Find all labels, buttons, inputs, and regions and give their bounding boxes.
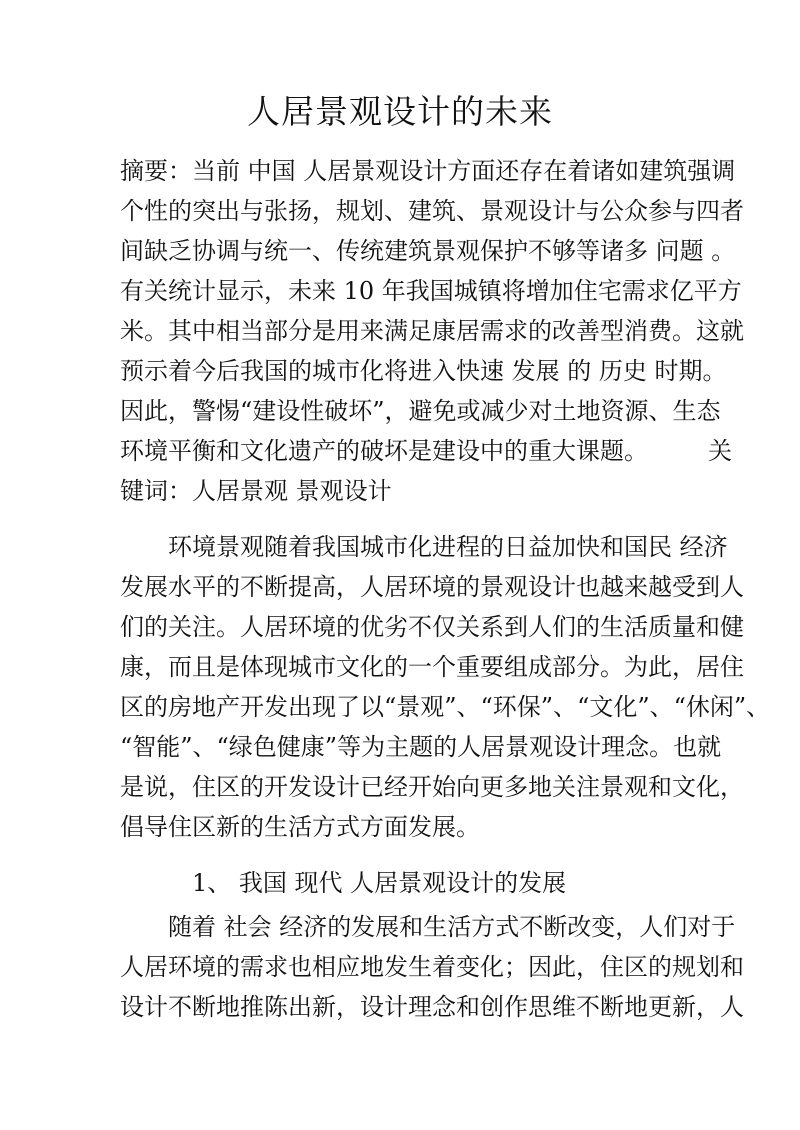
document-title: 人居景观设计的未来 <box>247 92 553 131</box>
keywords-line: 键词：人居景观 景观设计 <box>120 477 392 505</box>
text-line: 因此，警惕“建设性破坏”，避免或减少对土地资源、生态 <box>120 397 721 425</box>
text-line: 环境平衡和文化遗产的破坏是建设中的重大课题。 关 <box>120 437 732 465</box>
text-line: 环境景观随着我国城市化进程的日益加快和国民 经济 <box>120 533 728 561</box>
text-line: 随着 社会 经济的发展和生活方式不断改变，人们对于 <box>120 913 736 941</box>
text-line: 设计不断地推陈出新，设计理念和创作思维不断地更新，人 <box>120 993 744 1021</box>
text-line: 发展水平的不断提高，人居环境的景观设计也越来越受到人 <box>120 573 744 601</box>
text-line: 摘要：当前 中国 人居景观设计方面还存在着诸如建筑强调 <box>120 157 736 185</box>
text-line: 区的房地产开发出现了以“景观”、“环保”、“文化”、“休闲”、 <box>120 693 771 721</box>
text-line: 有关统计显示，未来 10 年我国城镇将增加住宅需求亿平方 <box>120 277 742 305</box>
text-line: 米。其中相当部分是用来满足康居需求的改善型消费。这就 <box>120 317 744 345</box>
text-line: 倡导住区新的生活方式方面发展。 <box>120 813 480 841</box>
section-heading: 1、 我国 现代 人居景观设计的发展 <box>120 869 567 897</box>
text-line: 个性的突出与张扬，规划、建筑、景观设计与公众参与四者 <box>120 197 744 225</box>
text-line: 预示着今后我国的城市化将进入快速 发展 的 历史 时期。 <box>120 357 727 385</box>
text-line: 间缺乏协调与统一、传统建筑景观保护不够等诸多 问题 。 <box>120 237 736 265</box>
text-line: 康，而且是体现城市文化的一个重要组成部分。为此，居住 <box>120 653 744 681</box>
text-line: 们的关注。人居环境的优劣不仅关系到人们的生活质量和健 <box>120 613 744 641</box>
text-line: 人居环境的需求也相应地发生着变化；因此，住区的规划和 <box>120 953 744 981</box>
text-line: 是说，住区的开发设计已经开始向更多地关注景观和文化， <box>120 773 744 801</box>
text-line: “智能”、“绿色健康”等为主题的人居景观设计理念。也就 <box>120 733 722 761</box>
